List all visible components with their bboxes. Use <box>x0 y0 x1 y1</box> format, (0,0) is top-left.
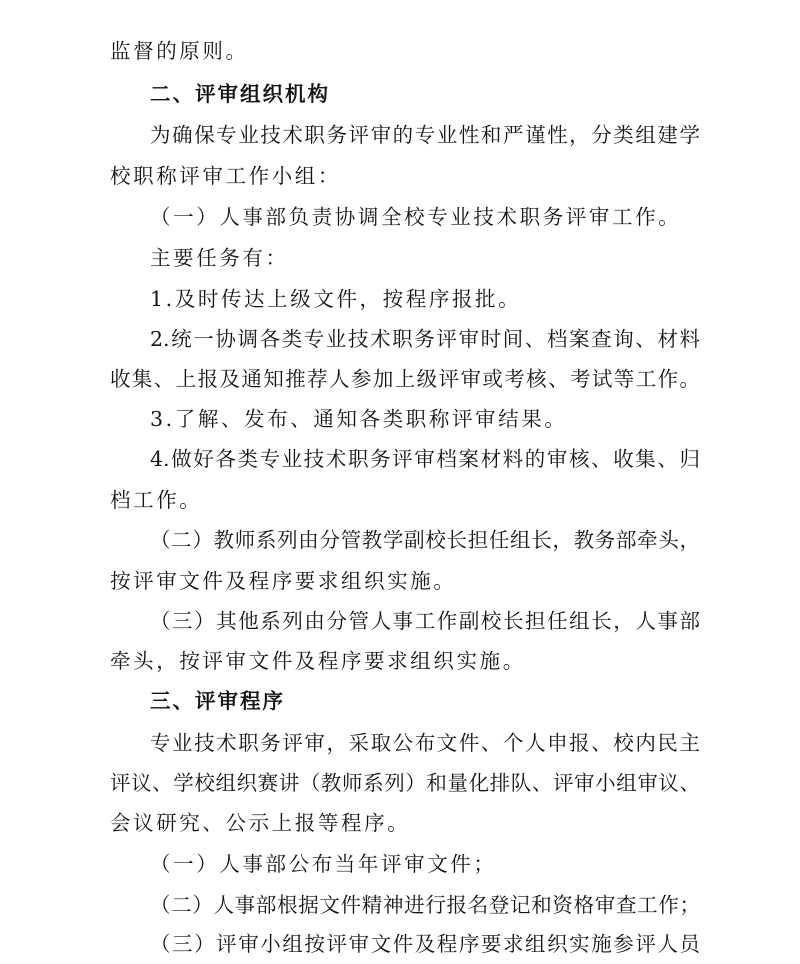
paragraph-line: 监督的原则。 <box>110 39 249 63</box>
list-item-line: 收集、上报及通知推荐人参加上级评审或考核、考试等工作。 <box>110 367 700 391</box>
list-item-line: 2.统一协调各类专业技术职务评审时间、档案查询、材料 <box>150 327 700 351</box>
paragraph-line: 牵头，按评审文件及程序要求组织实施。 <box>110 649 526 673</box>
paragraph-line: （一）人事部负责协调全校专业技术职务评审工作。 <box>150 205 682 229</box>
paragraph-line: 会议研究、公示上报等程序。 <box>110 811 411 835</box>
paragraph-line: 为确保专业技术职务评审的专业性和严谨性，分类组建学 <box>150 123 700 147</box>
paragraph-line: 专业技术职务评审，采取公布文件、个人申报、校内民主 <box>150 731 700 755</box>
paragraph-line: （三）评审小组按评审文件及程序要求组织实施参评人员 <box>150 932 700 956</box>
section-heading-procedure: 三、评审程序 <box>150 689 285 713</box>
list-item-line: 4.做好各类专业技术职务评审档案材料的审核、收集、归 <box>150 447 700 471</box>
paragraph-line: （一）人事部公布当年评审文件； <box>150 852 497 876</box>
list-item-line: 1.及时传达上级文件，按程序报批。 <box>150 287 522 311</box>
list-item-line: 3.了解、发布、通知各类职称评审结果。 <box>150 407 568 431</box>
paragraph-line: 校职称评审工作小组： <box>110 164 341 188</box>
section-heading-organization: 二、评审组织机构 <box>150 82 330 106</box>
paragraph-line: 评议、学校组织赛讲（教师系列）和量化排队、评审小组审议、 <box>110 771 700 795</box>
paragraph-line: （三）其他系列由分管人事工作副校长担任组长，人事部 <box>150 609 700 633</box>
paragraph-line: （二）人事部根据文件精神进行报名登记和资格审查工作； <box>150 893 700 917</box>
paragraph-line: （二）教师系列由分管教学副校长担任组长，教务部牵头， <box>150 528 700 552</box>
list-item-line: 档工作。 <box>110 488 203 512</box>
paragraph-line: 主要任务有： <box>150 246 289 270</box>
paragraph-line: 按评审文件及程序要求组织实施。 <box>110 569 457 593</box>
